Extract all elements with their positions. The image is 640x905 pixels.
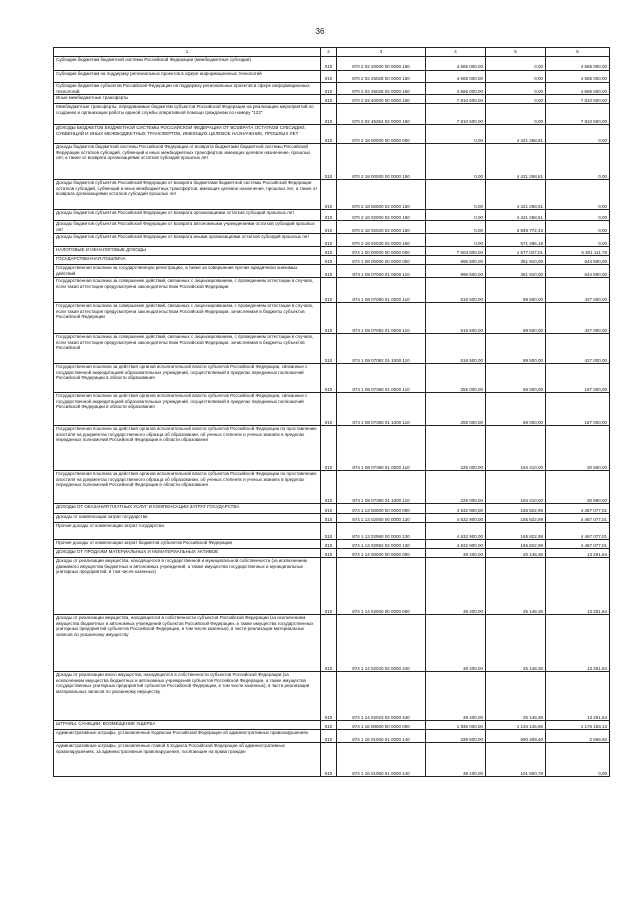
row-executed: 101 600,76 (486, 743, 546, 777)
row-remaining: 7 810 600,00 (546, 95, 610, 104)
table-row (54, 615, 610, 672)
row-executed: 4 421 268,61 (486, 180, 546, 210)
row-approved: 0,00 (426, 180, 486, 210)
row-approved: 0,00 (426, 125, 486, 144)
row-line-code: 010 (321, 83, 337, 95)
row-executed: 571 496,18 (486, 234, 546, 247)
row-executed: 25 148,36 (486, 672, 546, 721)
row-name: Государственная пошлина за действия органов исполнительной власти субъектов Российской Федерации по проставлению апостиля на документах государственного образца об образовании, об ученых степенях и ученых званиях в пределах переданных полномочий Российской Федерации в области образования (54, 426, 321, 471)
row-remaining: 0,00 (546, 210, 610, 221)
row-approved: 7 810 600,00 (426, 95, 486, 104)
row-remaining: 30 590,00 (546, 471, 610, 504)
row-line-code: 010 (321, 278, 337, 303)
row-executed: 165 822,99 (486, 523, 546, 540)
row-name: Доходы бюджетов бюджетной системы Российской Федерации от возврата бюджетами бюджетной системы Российской Федерации остатков субсидий, субвенций и иных межбюджетных трансфертов, имеющих целевое назначение, прошлых лет, а также от возврата организациями остатков субсидий прошлых лет (54, 144, 321, 180)
row-remaining: 187 000,00 (546, 393, 610, 426)
row-executed: 0,00 (486, 57, 546, 71)
row-executed: 194 410,00 (486, 426, 546, 471)
row-name: Административные штрафы, установленные главой 5 Кодекса Российской Федерации об административных правонарушениях, за административные правонарушения, посягающие на права граждан (54, 743, 321, 777)
row-line-code: 010 (321, 95, 337, 104)
row-name: Государственная пошлина за государственную регистрацию, а также за совершение прочих юридически значимых действий (54, 265, 321, 278)
row-line-code: 010 (321, 234, 337, 247)
row-approved: 1 936 000,00 (426, 721, 486, 730)
row-budget-code: 874 1 16 00000 00 0000 000 (337, 721, 426, 730)
row-name: Прочие доходы от компенсации затрат бюджетов субъектов Российской Федерации (54, 540, 321, 549)
table-row (54, 504, 610, 514)
table-row (54, 83, 610, 95)
row-executed: 4 421 268,61 (486, 210, 546, 221)
row-approved: 225 000,00 (426, 426, 486, 471)
table-row (54, 364, 610, 393)
row-line-code: 010 (321, 615, 337, 672)
row-executed: 89 500,00 (486, 334, 546, 364)
column-header: 3 (337, 48, 426, 57)
row-approved: 7 603 800,00 (426, 247, 486, 256)
row-budget-code: 874 1 13 02990 00 0000 130 (337, 523, 426, 540)
row-approved: 38 400,00 (426, 558, 486, 615)
row-line-code: 010 (321, 504, 337, 514)
row-remaining: 4 665 000,00 (546, 57, 610, 71)
row-line-code: 010 (321, 471, 337, 504)
table-row (54, 721, 610, 730)
row-executed: 165 822,99 (486, 540, 546, 549)
row-budget-code: 874 1 08 07082 01 1000 110 (337, 334, 426, 364)
row-approved: 0,00 (426, 210, 486, 221)
row-remaining: 4 467 077,01 (546, 540, 610, 549)
row-executed: 25 148,36 (486, 615, 546, 672)
row-line-code: 010 (321, 210, 337, 221)
row-approved: 516 500,00 (426, 303, 486, 334)
row-name: Межбюджетные трансферты, передаваемые бюджетам субъектов Российской Федерации на реализацию мероприятий по созданию и организации работы единой службы оперативной помощи гражданам по номеру "122" (54, 104, 321, 125)
table-row (54, 265, 610, 278)
row-budget-code: 874 1 13 02992 02 0000 130 (337, 540, 426, 549)
row-approved: 996 500,00 (426, 265, 486, 278)
row-name: Прочие доходы от компенсации затрат государства (54, 523, 321, 540)
column-header: 2 (321, 48, 337, 57)
row-remaining: 0,00 (546, 743, 610, 777)
row-remaining: 2 669,60 (546, 730, 610, 743)
row-approved: 4 665 000,00 (426, 71, 486, 83)
row-remaining: 0,00 (546, 144, 610, 180)
row-name: НАЛОГОВЫЕ И НЕНАЛОГОВЫЕ ДОХОДЫ (54, 247, 321, 256)
row-line-code: 010 (321, 180, 337, 210)
table-row (54, 303, 610, 334)
row-executed: 690 409,40 (486, 730, 546, 743)
row-remaining: 6 301 111,78 (546, 247, 610, 256)
row-approved: 255 000,00 (426, 393, 486, 426)
row-budget-code: 874 1 14 02023 02 0000 440 (337, 672, 426, 721)
row-budget-code: 874 1 16 01050 01 0000 140 (337, 743, 426, 777)
row-remaining: 427 000,00 (546, 334, 610, 364)
table-row (54, 221, 610, 234)
row-remaining: 0,00 (546, 125, 610, 144)
row-executed: 1 677 027,01 (486, 247, 546, 256)
row-budget-code: 874 1 08 00000 00 0000 000 (337, 256, 426, 265)
row-name: Государственная пошлина за действия органов исполнительной власти субъектов Российской Федерации, связанные с государственной аккредитацией образовательных учреждений, осуществляемой в пределах переданных полномочий Российской Федерации в области образования (54, 364, 321, 393)
row-approved: 38 100,00 (426, 743, 486, 777)
row-budget-code: 870 2 02 20000 00 0000 150 (337, 57, 426, 71)
row-remaining: 644 590,00 (546, 265, 610, 278)
row-remaining: 0,00 (546, 180, 610, 210)
row-approved: 0,00 (426, 234, 486, 247)
row-approved: 4 665 000,00 (426, 83, 486, 95)
row-line-code: 010 (321, 514, 337, 523)
row-line-code: 010 (321, 125, 337, 144)
column-header: 4 (426, 48, 486, 57)
row-name: ДОХОДЫ ОТ ПРОДАЖИ МАТЕРИАЛЬНЫХ И НЕМАТЕРИАЛЬНЫХ АКТИВОВ (54, 549, 321, 558)
row-budget-code: 874 1 14 00000 00 0000 000 (337, 549, 426, 558)
row-name: Государственная пошлина за действия органов исполнительной власти субъектов Российской Федерации, связанные с государственной аккредитацией образовательных учреждений, осуществляемой в пределах переданных полномочий Российской Федерации в области образования (54, 393, 321, 426)
row-approved: 255 000,00 (426, 364, 486, 393)
row-line-code: 010 (321, 393, 337, 426)
table-row (54, 144, 610, 180)
row-budget-code: 874 1 08 07000 01 0000 110 (337, 265, 426, 278)
row-remaining: 427 000,00 (546, 303, 610, 334)
row-name: Доходы от реализации имущества, находящегося в государственной и муниципальной собственности (за исключением движимого имущества бюджетных и автономных учреждений, а также имущества государственных и муниципальных унитарных предприятий, в том числе казенных) (54, 558, 321, 615)
column-header: 6 (546, 48, 610, 57)
row-remaining: 4 665 000,00 (546, 83, 610, 95)
row-line-code: 010 (321, 256, 337, 265)
row-line-code: 010 (321, 523, 337, 540)
row-name: Доходы бюджетов субъектов Российской Федерации от возврата бюджетами бюджетной системы Российской Федерации остатков субсидий, субвенций и иных межбюджетных трансфертов, имеющих целевое назначение, прошлых лет, а также от возврата организациями остатков субсидий прошлых лет (54, 180, 321, 210)
row-budget-code: 870 2 02 25028 00 0000 150 (337, 71, 426, 83)
row-name: Иные межбюджетные трансферты (54, 95, 321, 104)
row-budget-code: 874 1 08 07390 01 0000 110 (337, 426, 426, 471)
row-approved: 38 400,00 (426, 549, 486, 558)
row-name: Доходы от реализации имущества, находящегося в собственности субъектов Российской Федерации (за исключением имущества бюджетных и автономных учреждений субъектов Российской Федерации, а также имущества государственных унитарных предприятий субъектов Российской Федерации, в том числе казенных), в части реализации материальных запасов по указанному имуществу (54, 615, 321, 672)
row-approved: 0,00 (426, 144, 486, 180)
row-approved: 0,00 (426, 221, 486, 234)
row-approved: 996 500,00 (426, 256, 486, 265)
row-approved: 38 400,00 (426, 615, 486, 672)
row-executed: 165 822,99 (486, 504, 546, 514)
row-name: Доходы бюджетов субъектов Российской Федерации от возврата организациями остатков субсидий прошлых лет (54, 210, 321, 221)
row-name: ШТРАФЫ, САНКЦИИ, ВОЗМЕЩЕНИЕ УЩЕРБА (54, 721, 321, 730)
row-remaining: 4 665 000,00 (546, 71, 610, 83)
row-executed: 351 910,00 (486, 256, 546, 265)
row-line-code: 010 (321, 549, 337, 558)
row-executed: 0,00 (486, 71, 546, 83)
table-row (54, 71, 610, 83)
table-row (54, 514, 610, 523)
table-row (54, 278, 610, 303)
row-budget-code: 870 2 02 25028 02 0000 150 (337, 83, 426, 95)
row-line-code: 010 (321, 364, 337, 393)
row-remaining: 0,00 (546, 234, 610, 247)
row-line-code: 010 (321, 57, 337, 71)
row-line-code: 010 (321, 71, 337, 83)
row-approved: 7 810 600,00 (426, 104, 486, 125)
column-header: 5 (486, 48, 546, 57)
row-executed: 4 421 268,61 (486, 125, 546, 144)
row-executed: 68 000,00 (486, 393, 546, 426)
table-row (54, 558, 610, 615)
row-remaining: 7 810 600,00 (546, 104, 610, 125)
row-line-code: 010 (321, 672, 337, 721)
row-approved: 4 632 900,00 (426, 523, 486, 540)
row-name: ГОСУДАРСТВЕННАЯ ПОШЛИНА (54, 256, 321, 265)
row-line-code: 010 (321, 426, 337, 471)
row-executed: 25 148,36 (486, 558, 546, 615)
table-row (54, 471, 610, 504)
row-line-code: 010 (321, 730, 337, 743)
page-number: 36 (315, 27, 325, 36)
row-name: Государственная пошлина за действия органов исполнительной власти субъектов Российской Федерации по проставлению апостиля на документах государственного образца об образовании, об ученых степенях и ученых званиях в пределах переданных полномочий Российской Федерации в области образования (54, 471, 321, 504)
row-budget-code: 870 2 18 02020 02 0000 150 (337, 221, 426, 234)
table-row (54, 104, 610, 125)
table-row (54, 256, 610, 265)
row-budget-code: 874 1 13 00000 00 0000 000 (337, 504, 426, 514)
table-row (54, 393, 610, 426)
row-budget-code: 874 1 08 07380 01 1000 110 (337, 393, 426, 426)
row-approved: 38 400,00 (426, 672, 486, 721)
table-row (54, 743, 610, 777)
row-executed: 89 500,00 (486, 303, 546, 334)
row-executed: 165 822,99 (486, 514, 546, 523)
row-remaining: 13 251,64 (546, 558, 610, 615)
row-approved: 225 000,00 (426, 471, 486, 504)
row-name: ДОХОДЫ БЮДЖЕТОВ БЮДЖЕТНОЙ СИСТЕМЫ РОССИЙСКОЙ ФЕДЕРАЦИИ ОТ ВОЗВРАТА ОСТАТКОВ СУБСИДИЙ, СУБВЕНЦИЙ И ИНЫХ МЕЖБЮДЖЕТНЫХ ТРАНСФЕРТОВ, ИМЕЮЩИХ ЦЕЛЕВОЕ НАЗНАЧЕНИЕ, ПРОШЛЫХ ЛЕТ (54, 125, 321, 144)
row-executed: 0,00 (486, 104, 546, 125)
row-budget-code: 874 1 08 07080 01 0000 110 (337, 278, 426, 303)
row-executed: 89 500,00 (486, 278, 546, 303)
row-approved: 516 500,00 (426, 278, 486, 303)
row-remaining: 30 590,00 (546, 426, 610, 471)
row-executed: 194 410,00 (486, 471, 546, 504)
row-executed: 0,00 (486, 95, 546, 104)
row-executed: 0,00 (486, 83, 546, 95)
row-name: Доходы от компенсации затрат государства (54, 514, 321, 523)
table-row (54, 540, 610, 549)
row-budget-code: 870 2 18 02000 02 0000 150 (337, 210, 426, 221)
table-row (54, 57, 610, 71)
row-line-code: 010 (321, 540, 337, 549)
table-row (54, 95, 610, 104)
row-budget-code: 870 2 02 40000 00 0000 150 (337, 95, 426, 104)
row-budget-code: 870 2 02 45354 02 0000 150 (337, 104, 426, 125)
row-line-code: 010 (321, 721, 337, 730)
row-remaining: 0,00 (546, 221, 610, 234)
row-remaining: 4 467 077,01 (546, 523, 610, 540)
row-name: Доходы от реализации иного имущества, находящегося в собственности субъектов Российской Федерации (за исключением имущества бюджетных и автономных учреждений субъектов Российской Федерации, а также имущества государственных унитарных предприятий субъектов Российской Федерации, в том числе казенных), в части реализации материальных запасов по указанному имуществу (54, 672, 321, 721)
table-row (54, 125, 610, 144)
row-line-code: 010 (321, 743, 337, 777)
row-approved: 516 500,00 (426, 334, 486, 364)
column-header: 1 (54, 48, 321, 57)
row-name: Государственная пошлина за совершение действий, связанных с лицензированием, с проведением аттестации в случаях, если такая аттестация предусмотрена законодательством Российской Федерации, зачисляемая в бюджеты субъектов Российской Федерации (54, 303, 321, 334)
row-approved: 339 500,00 (426, 730, 486, 743)
row-budget-code: 874 1 08 07380 01 0000 110 (337, 364, 426, 393)
row-name: Государственная пошлина за совершение действий, связанных с лицензированием, с проведением аттестации в случаях, если такая аттестация предусмотрена законодательством Российской Федерации, зачисляемая в бюджеты субъектов Российской (54, 334, 321, 364)
row-name: Субсидии бюджетам на поддержку региональных проектов в сфере информационных технологий (54, 71, 321, 83)
row-executed: 4 421 268,61 (486, 144, 546, 180)
row-budget-code: 874 1 16 01000 01 0000 140 (337, 730, 426, 743)
row-name: ДОХОДЫ ОТ ОКАЗАНИЯ ПЛАТНЫХ УСЛУГ И КОМПЕНСАЦИИ ЗАТРАТ ГОСУДАРСТВА (54, 504, 321, 514)
row-approved: 4 632 900,00 (426, 504, 486, 514)
table-row (54, 672, 610, 721)
row-line-code: 010 (321, 558, 337, 615)
row-remaining: 427 000,00 (546, 278, 610, 303)
row-remaining: 187 000,00 (546, 364, 610, 393)
row-line-code: 010 (321, 247, 337, 256)
table-row (54, 247, 610, 256)
table-row (54, 730, 610, 743)
row-executed: 68 000,00 (486, 364, 546, 393)
row-remaining: 13 251,64 (546, 615, 610, 672)
row-line-code: 010 (321, 334, 337, 364)
row-executed: 351 910,00 (486, 265, 546, 278)
table-row (54, 334, 610, 364)
table-header-row (54, 48, 610, 57)
row-executed: 3 849 772,43 (486, 221, 546, 234)
row-remaining: 1 176 193,13 (546, 721, 610, 730)
table-row (54, 549, 610, 558)
row-budget-code: 870 2 18 00000 02 0000 150 (337, 180, 426, 210)
row-approved: 4 632 900,00 (426, 540, 486, 549)
row-name: Государственная пошлина за совершение действий, связанных с лицензированием, с проведением аттестации в случаях, если такая аттестация предусмотрена законодательством Российской Федерации (54, 278, 321, 303)
row-line-code: 010 (321, 303, 337, 334)
row-approved: 4 632 900,00 (426, 514, 486, 523)
row-budget-code: 870 2 18 02030 02 0000 150 (337, 234, 426, 247)
row-line-code: 010 (321, 221, 337, 234)
row-budget-code: 874 1 08 07390 01 1000 110 (337, 471, 426, 504)
row-name: Субсидии бюджетам бюджетной системы Российской Федерации (межбюджетные субсидии) (54, 57, 321, 71)
table-row (54, 426, 610, 471)
row-budget-code: 870 2 18 00000 00 0000 000 (337, 125, 426, 144)
budget-revenue-table (53, 47, 610, 777)
row-budget-code: 870 2 18 00000 00 0000 150 (337, 144, 426, 180)
row-budget-code: 874 1 14 02020 02 0000 440 (337, 615, 426, 672)
table-row (54, 523, 610, 540)
row-executed: 25 148,36 (486, 549, 546, 558)
row-name: Доходы бюджетов субъектов Российской Федерации от возврата иными организациями остатков субсидий прошлых лет (54, 234, 321, 247)
row-budget-code: 874 1 00 00000 00 0000 000 (337, 247, 426, 256)
row-line-code: 010 (321, 104, 337, 125)
row-name: Административные штрафы, установленные Кодексом Российской Федерации об административных правонарушениях (54, 730, 321, 743)
row-remaining: 13 251,64 (546, 672, 610, 721)
row-name: Субсидии бюджетам субъектов Российской Федерации на поддержку региональных проектов в сфере информационных технологий (54, 83, 321, 95)
row-remaining: 4 467 077,01 (546, 514, 610, 523)
row-remaining: 4 467 077,01 (546, 504, 610, 514)
row-line-code: 010 (321, 265, 337, 278)
table-row (54, 234, 610, 247)
row-line-code: 010 (321, 144, 337, 180)
row-remaining: 644 590,00 (546, 256, 610, 265)
row-budget-code: 874 1 08 07082 01 0000 110 (337, 303, 426, 334)
row-name: Доходы бюджетов субъектов Российской Федерации от возврата автономными учреждениями остатков субсидий прошлых лет (54, 221, 321, 234)
table-row (54, 210, 610, 221)
row-budget-code: 874 1 13 02000 00 0000 130 (337, 514, 426, 523)
row-budget-code: 874 1 14 02000 00 0000 000 (337, 558, 426, 615)
table-row (54, 180, 610, 210)
row-remaining: 13 251,64 (546, 549, 610, 558)
row-approved: 4 665 000,00 (426, 57, 486, 71)
row-executed: 1 134 145,66 (486, 721, 546, 730)
